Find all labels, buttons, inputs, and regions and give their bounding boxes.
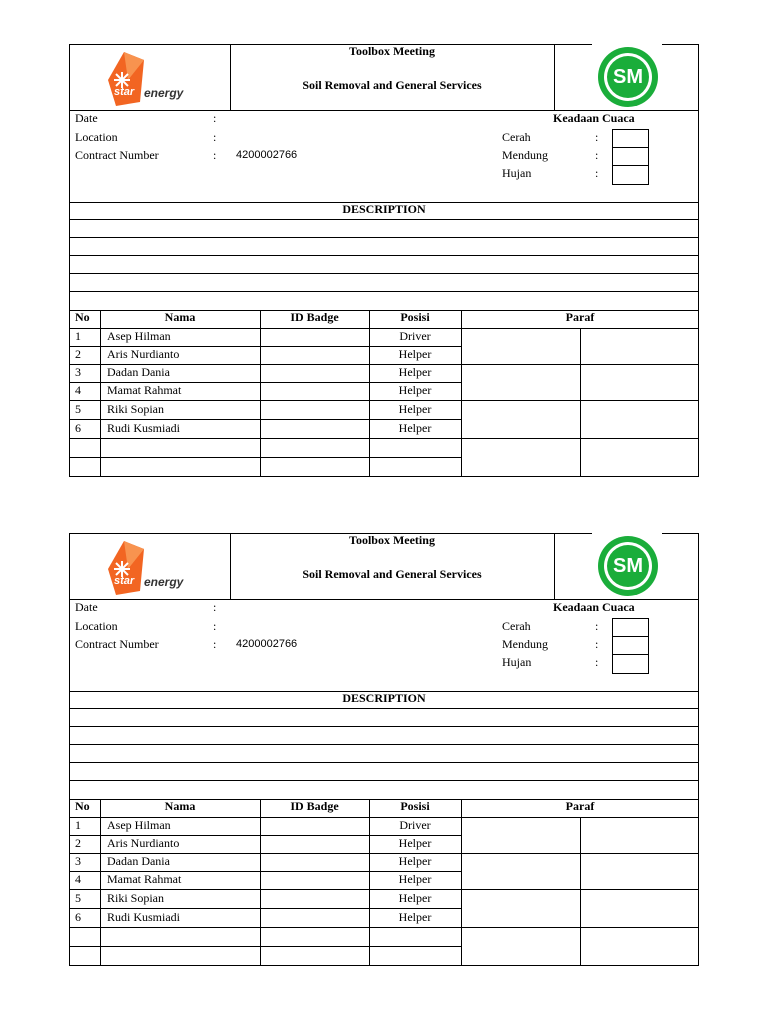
table-rule [69, 533, 70, 966]
row-no: 5 [75, 891, 81, 905]
contract-number-colon: : [213, 148, 217, 162]
table-rule [69, 476, 699, 477]
location-label: Location [75, 619, 118, 633]
table-rule [260, 799, 261, 966]
table-rule [580, 328, 581, 477]
row-no: 6 [75, 421, 81, 435]
table-rule [69, 780, 699, 781]
row-nama: Rudi Kusmiadi [107, 421, 181, 435]
location-label: Location [75, 130, 118, 144]
row-posisi: Helper [398, 421, 432, 435]
date-label: Date [75, 600, 98, 614]
logo-star-text: star [114, 575, 135, 587]
form-subtitle: Soil Removal and General Services [302, 567, 482, 581]
row-posisi: Helper [398, 891, 432, 905]
weather-title: Keadaan Cuaca [553, 111, 635, 125]
table-rule [554, 533, 555, 599]
col-header-nama: Nama [164, 310, 196, 324]
row-no: 4 [75, 383, 81, 397]
weather-option-hujan: Hujan [502, 166, 532, 180]
weather-colon: : [595, 130, 599, 144]
col-header-paraf: Paraf [565, 799, 595, 813]
table-rule [69, 255, 699, 256]
table-rule [461, 799, 462, 966]
weather-option-hujan: Hujan [502, 655, 532, 669]
star-energy-logo [104, 50, 199, 106]
table-rule [69, 908, 461, 909]
weather-checkbox-cerah[interactable] [612, 129, 649, 148]
row-posisi: Helper [398, 910, 432, 924]
weather-option-cerah: Cerah [502, 130, 531, 144]
table-rule [100, 799, 101, 966]
row-posisi: Helper [398, 854, 432, 868]
contract-number-label: Contract Number [75, 637, 159, 651]
row-no: 1 [75, 818, 81, 832]
row-nama: Dadan Dania [107, 854, 170, 868]
date-colon: : [213, 600, 217, 614]
table-rule [69, 946, 461, 947]
table-rule [69, 400, 699, 401]
row-posisi: Driver [399, 329, 431, 343]
weather-checkbox-mendung[interactable] [612, 147, 649, 166]
row-nama: Mamat Rahmat [107, 383, 182, 397]
description-header: DESCRIPTION [342, 202, 426, 216]
sm-logo-text: SM [613, 66, 643, 88]
table-rule [69, 726, 699, 727]
row-posisi: Helper [398, 402, 432, 416]
date-colon: : [213, 111, 217, 125]
form-subtitle: Soil Removal and General Services [302, 78, 482, 92]
row-nama: Mamat Rahmat [107, 872, 182, 886]
table-rule [69, 44, 70, 477]
row-no: 3 [75, 365, 81, 379]
table-rule [69, 744, 699, 745]
logo-star-text: star [114, 86, 135, 98]
table-rule [69, 889, 699, 890]
toolbox-form-1 [69, 44, 699, 477]
table-rule [554, 44, 555, 110]
contract-number-value[interactable]: 4200002766 [236, 149, 298, 161]
table-rule [69, 927, 699, 928]
row-no: 4 [75, 872, 81, 886]
table-rule [100, 310, 101, 477]
col-header-paraf: Paraf [565, 310, 595, 324]
col-header-no: No [75, 310, 90, 324]
weather-colon: : [595, 637, 599, 651]
date-label: Date [75, 111, 98, 125]
table-rule [260, 310, 261, 477]
sm-logo [596, 45, 660, 109]
weather-colon: : [595, 619, 599, 633]
table-rule [69, 965, 699, 966]
row-nama: Dadan Dania [107, 365, 170, 379]
row-nama: Aris Nurdianto [107, 836, 180, 850]
row-posisi: Helper [398, 383, 432, 397]
row-posisi: Driver [399, 818, 431, 832]
weather-colon: : [595, 148, 599, 162]
sm-logo-text: SM [613, 555, 643, 577]
sm-logo [596, 534, 660, 598]
row-no: 2 [75, 836, 81, 850]
weather-option-mendung: Mendung [502, 637, 548, 651]
weather-option-cerah: Cerah [502, 619, 531, 633]
row-posisi: Helper [398, 365, 432, 379]
row-nama: Asep Hilman [107, 818, 171, 832]
table-rule [69, 438, 699, 439]
row-nama: Riki Sopian [107, 402, 165, 416]
weather-option-mendung: Mendung [502, 148, 548, 162]
table-rule [69, 762, 699, 763]
row-nama: Aris Nurdianto [107, 347, 180, 361]
table-rule [461, 310, 462, 477]
col-header-posisi: Posisi [400, 799, 430, 813]
weather-checkbox-mendung[interactable] [612, 636, 649, 655]
row-posisi: Helper [398, 872, 432, 886]
contract-number-value[interactable]: 4200002766 [236, 638, 298, 650]
row-nama: Rudi Kusmiadi [107, 910, 181, 924]
row-no: 2 [75, 347, 81, 361]
row-nama: Asep Hilman [107, 329, 171, 343]
description-header: DESCRIPTION [342, 691, 426, 705]
row-posisi: Helper [398, 347, 432, 361]
form-title: Toolbox Meeting [349, 533, 435, 547]
row-no: 3 [75, 854, 81, 868]
col-header-id-badge: ID Badge [290, 310, 339, 324]
form-title: Toolbox Meeting [349, 44, 435, 58]
contract-number-label: Contract Number [75, 148, 159, 162]
table-rule [69, 237, 699, 238]
weather-checkbox-hujan[interactable] [612, 165, 649, 185]
table-rule [69, 708, 699, 709]
logo-energy-text: energy [144, 86, 184, 100]
row-nama: Riki Sopian [107, 891, 165, 905]
table-rule [69, 219, 699, 220]
weather-colon: : [595, 166, 599, 180]
row-posisi: Helper [398, 836, 432, 850]
weather-colon: : [595, 655, 599, 669]
table-rule [69, 419, 461, 420]
row-no: 1 [75, 329, 81, 343]
star-energy-logo [104, 539, 199, 595]
col-header-no: No [75, 799, 90, 813]
table-rule [69, 291, 699, 292]
col-header-nama: Nama [164, 799, 196, 813]
contract-number-colon: : [213, 637, 217, 651]
location-colon: : [213, 619, 217, 633]
col-header-id-badge: ID Badge [290, 799, 339, 813]
row-no: 5 [75, 402, 81, 416]
logo-energy-text: energy [144, 575, 184, 589]
weather-checkbox-hujan[interactable] [612, 654, 649, 674]
table-rule [698, 44, 699, 477]
table-rule [580, 817, 581, 966]
table-rule [69, 457, 461, 458]
col-header-posisi: Posisi [400, 310, 430, 324]
toolbox-form-2 [69, 533, 699, 966]
row-no: 6 [75, 910, 81, 924]
weather-title: Keadaan Cuaca [553, 600, 635, 614]
table-rule [698, 533, 699, 966]
location-colon: : [213, 130, 217, 144]
weather-checkbox-cerah[interactable] [612, 618, 649, 637]
table-rule [69, 273, 699, 274]
